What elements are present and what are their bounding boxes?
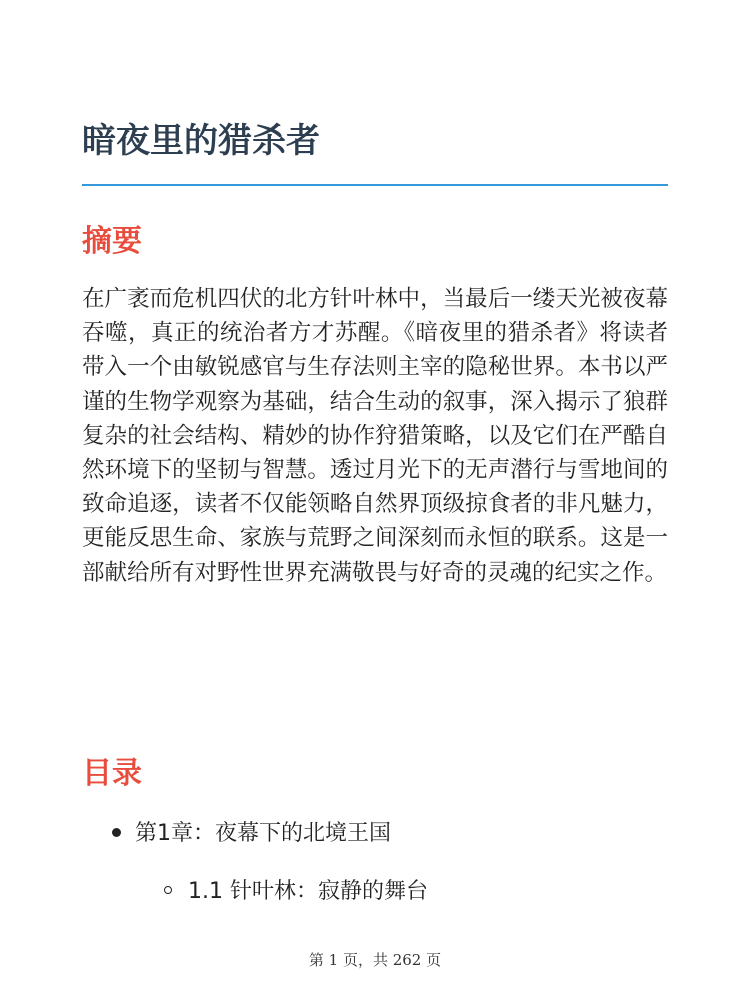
title-divider — [82, 184, 668, 186]
abstract-paragraph: 在广袤而危机四伏的北方针叶林中，当最后一缕天光被夜幕吞噬，真正的统治者方才苏醒。《暗夜里的猎杀者》将读者带入一个由敏锐感官与生存法则主宰的隐秘世界。本书以严谨的生物学观察为基础，结合生动的叙事，深入揭示了狼群复杂的社会结构、精妙的协作狩猎策略，以及它们在严酷自然环境下的坚韧与智慧。透过月光下的无声潜行与雪地间的致命追逐，读者不仅能领略自然界顶级掠食者的非凡魅力，更能反思生命、家族与荒野之间深刻而永恒的联系。这是一部献给所有对野性世界充满敬畏与好奇的灵魂的纪实之作。 — [82, 286, 668, 586]
toc-item-section-1-1[interactable] — [164, 876, 428, 908]
page-title: 暗夜里的猎杀者 — [82, 121, 320, 161]
bullet-circle-icon — [164, 886, 172, 894]
abstract-heading: 摘要 — [82, 224, 142, 259]
toc-item-label: 第1章：夜幕下的北境王国 — [135, 821, 391, 846]
toc-heading: 目录 — [82, 756, 142, 791]
bullet-disc-icon — [112, 828, 121, 837]
toc-item-label: 1.1 针叶林：寂静的舞台 — [188, 879, 428, 904]
page-footer: 第 1 页，共 262 页 — [308, 951, 442, 969]
toc-item-chapter-1[interactable] — [112, 818, 391, 850]
